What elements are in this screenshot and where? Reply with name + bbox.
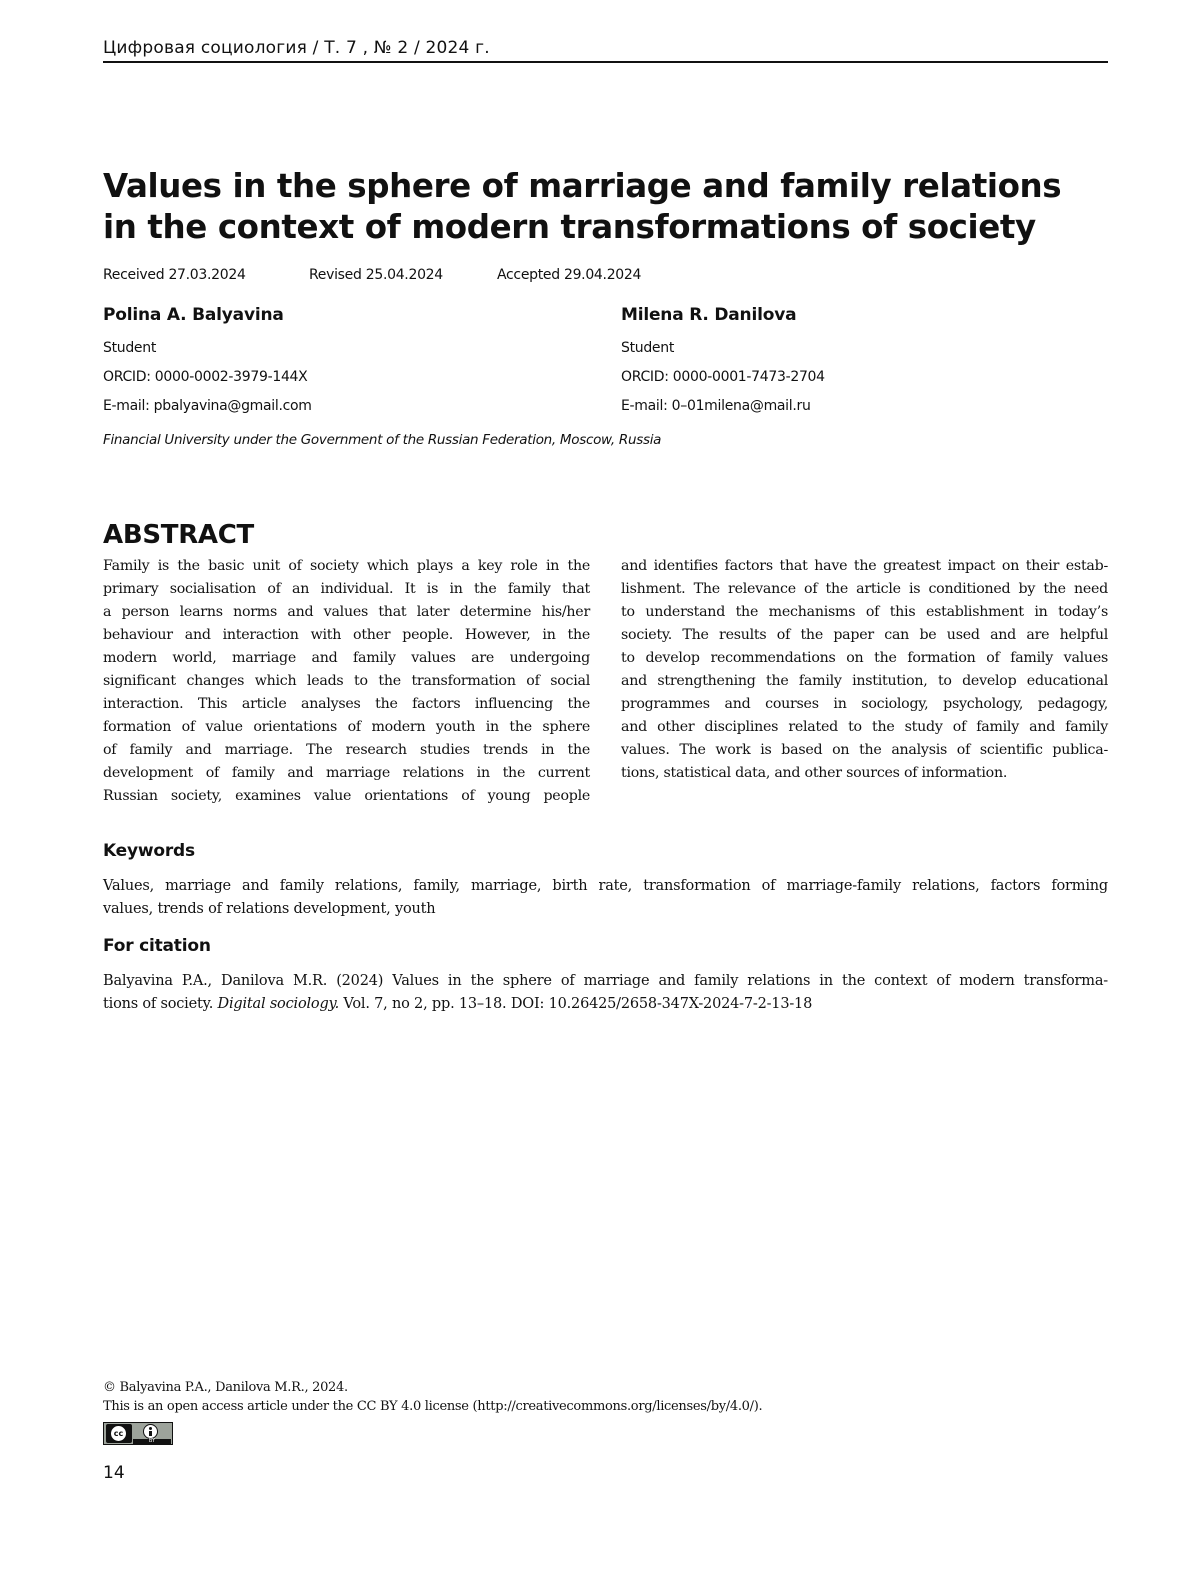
abstract-line: a person learns norms and values that later determine his/her: [103, 604, 590, 620]
by-label: BY: [148, 1438, 156, 1444]
citation-line-2: [103, 993, 1108, 1016]
abstract-line: and strengthening the family institution, to develop educational: [621, 673, 1108, 689]
title-line-2: in the context of modern transformations of society: [103, 208, 1036, 246]
cc-icon: cc: [110, 1425, 127, 1442]
page-number: 14: [103, 1463, 125, 1483]
cc-mark: [106, 1424, 132, 1443]
abstract-line: to develop recommendations on the formation of family values: [621, 650, 1108, 666]
keywords-text: [103, 875, 1108, 921]
abstract-line: of family and marriage. The research studies trends in the: [103, 742, 590, 758]
keywords-heading: Keywords: [103, 841, 195, 861]
copyright-line: © Balyavina P.A., Danilova M.R., 2024.: [103, 1380, 348, 1395]
abstract-line: development of family and marriage relations in the current: [103, 765, 590, 781]
author-position: Student: [621, 340, 675, 356]
abstract-line: to understand the mechanisms of this establishment in today’s: [621, 604, 1108, 620]
author-email: E-mail: 0–01milena@mail.ru: [621, 398, 811, 414]
affiliation: Financial University under the Government of the Russian Federation, Moscow, Russia: [103, 432, 662, 448]
license-line: This is an open access article under the CC BY 4.0 license (http://creativecommons.org/licenses/by/4.0/).: [103, 1399, 763, 1414]
abstract-column-right: [621, 555, 1108, 785]
received-date: Received 27.03.2024: [103, 267, 246, 283]
author-card-2: [621, 305, 1101, 421]
accepted-date: Accepted 29.04.2024: [497, 267, 642, 283]
citation-fragment: tions of society.: [103, 996, 218, 1012]
keywords-line: Values, marriage and family relations, family, marriage, birth rate, transformation of marriage-family relations, factors forming: [103, 878, 1108, 894]
copyright-notice: [103, 1378, 762, 1416]
cc-by-license-icon: [103, 1422, 173, 1445]
abstract-heading: ABSTRACT: [103, 520, 254, 550]
revised-date: Revised 25.04.2024: [309, 267, 443, 283]
abstract-column-left: [103, 555, 590, 808]
author-orcid: ORCID: 0000-0002-3979-144X: [103, 369, 308, 385]
header-rule: [103, 61, 1108, 63]
article-title: [103, 166, 1063, 248]
author-email: E-mail: pbalyavina@gmail.com: [103, 398, 312, 414]
abstract-line: society. The results of the paper can be used and are helpful: [621, 627, 1108, 643]
keywords-line: values, trends of relations development, youth: [103, 901, 436, 917]
abstract-line: significant changes which leads to the transformation of social: [103, 673, 590, 689]
abstract-line: Family is the basic unit of society which plays a key role in the: [103, 558, 590, 574]
journal-name: Digital sociology.: [217, 996, 339, 1012]
abstract-line: primary socialisation of an individual. It is in the family that: [103, 581, 590, 597]
title-line-1: Values in the sphere of marriage and family relations: [103, 167, 1062, 205]
abstract-line: Russian society, examines value orientations of young people: [103, 788, 590, 804]
author-orcid: ORCID: 0000-0001-7473-2704: [621, 369, 825, 385]
author-position: Student: [103, 340, 157, 356]
running-head: Цифровая социология / Т. 7 , № 2 / 2024 г.: [103, 38, 490, 58]
person-icon: [143, 1424, 158, 1439]
abstract-line: values. The work is based on the analysis of scientific publica-: [621, 742, 1108, 758]
citation-line: Balyavina P.A., Danilova M.R. (2024) Values in the sphere of marriage and family relations in the context of modern transforma-: [103, 973, 1108, 989]
citation-heading: For citation: [103, 936, 211, 956]
author-card-1: [103, 305, 583, 421]
abstract-line: formation of value orientations of modern youth in the sphere: [103, 719, 590, 735]
citation-text: [103, 970, 1108, 1016]
author-name: Polina A. Balyavina: [103, 305, 284, 325]
abstract-line: modern world, marriage and family values are undergoing: [103, 650, 590, 666]
abstract-line: behaviour and interaction with other people. However, in the: [103, 627, 590, 643]
author-name: Milena R. Danilova: [621, 305, 797, 325]
abstract-line: tions, statistical data, and other sources of information.: [621, 765, 1008, 781]
abstract-line: and other disciplines related to the study of family and family: [621, 719, 1108, 735]
abstract-line: interaction. This article analyses the factors influencing the: [103, 696, 590, 712]
abstract-line: lishment. The relevance of the article is conditioned by the need: [621, 581, 1108, 597]
abstract-line: and identifies factors that have the greatest impact on their estab-: [621, 558, 1108, 574]
citation-fragment: Vol. 7, no 2, pp. 13–18. DOI: 10.26425/2658-347X-2024-7-2-13-18: [339, 996, 813, 1012]
abstract-line: programmes and courses in sociology, psychology, pedagogy,: [621, 696, 1108, 712]
